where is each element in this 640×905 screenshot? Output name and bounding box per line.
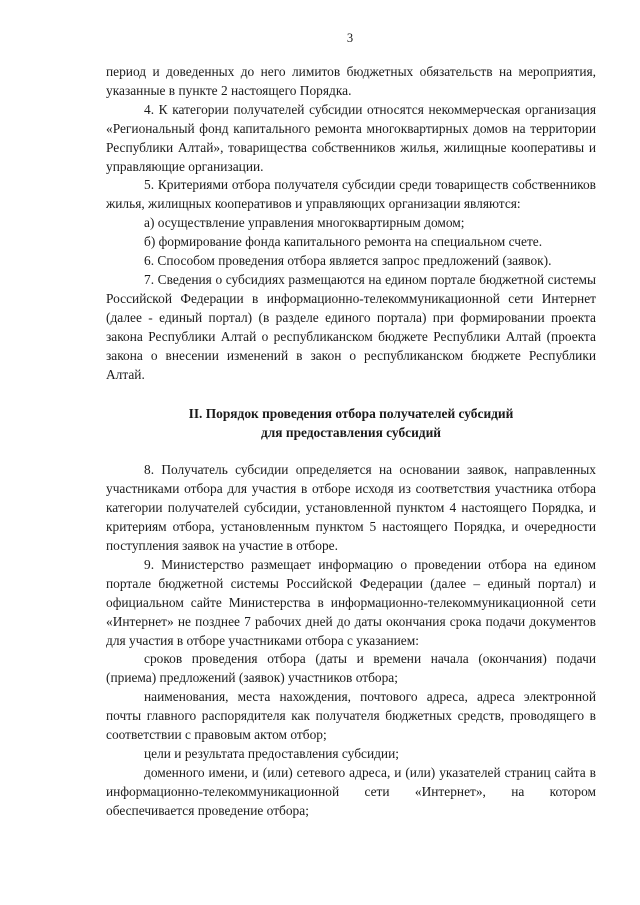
paragraph-item-5: 5. Критериями отбора получателя субсидии среди товариществ собственников жилья, жилищных кооперативов и управляющих организации являются:: [106, 177, 596, 212]
spacer: [106, 442, 596, 461]
paragraph-item-6: 6. Способом проведения отбора является запрос предложений (заявок).: [144, 253, 552, 269]
paragraph-item-7: 7. Сведения о субсидиях размещаются на едином портале бюджетной системы Российской Федерации в информационно-телекоммуникационной сети Интернет (далее - единый портал) (в разделе единого портала) при формировании проекта закона Республики Алтай о республиканском бюджете Республики Алтай (проекта закона о внесении изменений в закон о республиканском бюджете Республики Алтай.: [106, 271, 596, 382]
paragraph-item-4: 4. К категории получателей субсидии относятся некоммерческая организация «Региональный фонд капитального ремонта многоквартирных домов на территории Республики Алтай», товарищества собственников жилья, жилищные кооперативы и управляющие организации.: [106, 101, 596, 174]
paragraph-item-9: 9. Министерство размещает информацию о проведении отбора на едином портале бюджетной системы Российской Федерации (далее – единый портал) и официальном сайте Министерства в информационно-телекоммуникационной сети «Интернет» не позднее 7 рабочих дней до даты окончания срока подачи документов для участия в отборе участниками отбора с указанием:: [106, 556, 596, 648]
paragraph-list-entry: наименования, места нахождения, почтового адреса, адреса электронной почты главного распорядителя как получателя бюджетных средств, проводящего в соответствии с правовым актом отбор;: [106, 689, 596, 743]
spacer: [106, 384, 596, 404]
paragraph-item-8: 8. Получатель субсидии определяется на основании заявок, направленных участниками отбора для участия в отборе исходя из соответствия участника отбора категории получателей субсидии, установленной пунктом 4 настоящего Порядка, и критериям отбора, установленным пунктом 5 настоящего Порядка, и очередности поступления заявок на участие в отборе.: [106, 462, 596, 554]
paragraph-subitem-a: а) осуществление управления многоквартирным домом;: [144, 215, 465, 231]
paragraph-list-entry: сроков проведения отбора (даты и времени начала (окончания) подачи (приема) предложений (заявок) участников отбора;: [106, 651, 596, 686]
paragraph-list-entry: цели и результата предоставления субсидии;: [144, 746, 399, 761]
paragraph-continuation: период и доведенных до него лимитов бюджетных обязательств на мероприятия, указанные в пункте 2 настоящего Порядка.: [106, 64, 596, 98]
page-number: 3: [346, 31, 354, 45]
paragraph-subitem-b: б) формирование фонда капитального ремонта на специальном счете.: [144, 234, 543, 250]
document-body: [106, 63, 596, 821]
paragraph-list-entry: доменного имени, и (или) сетевого адреса, и (или) указателей страниц сайта в информационно-телекоммуникационной сети «Интернет», на котором обеспечивается проведение отбора;: [106, 764, 596, 818]
section-heading: [106, 404, 596, 442]
section-heading-line-2: для предоставления субсидий: [260, 425, 442, 441]
section-heading-line-1: II. Порядок проведения отбора получателей субсидий: [188, 406, 514, 422]
